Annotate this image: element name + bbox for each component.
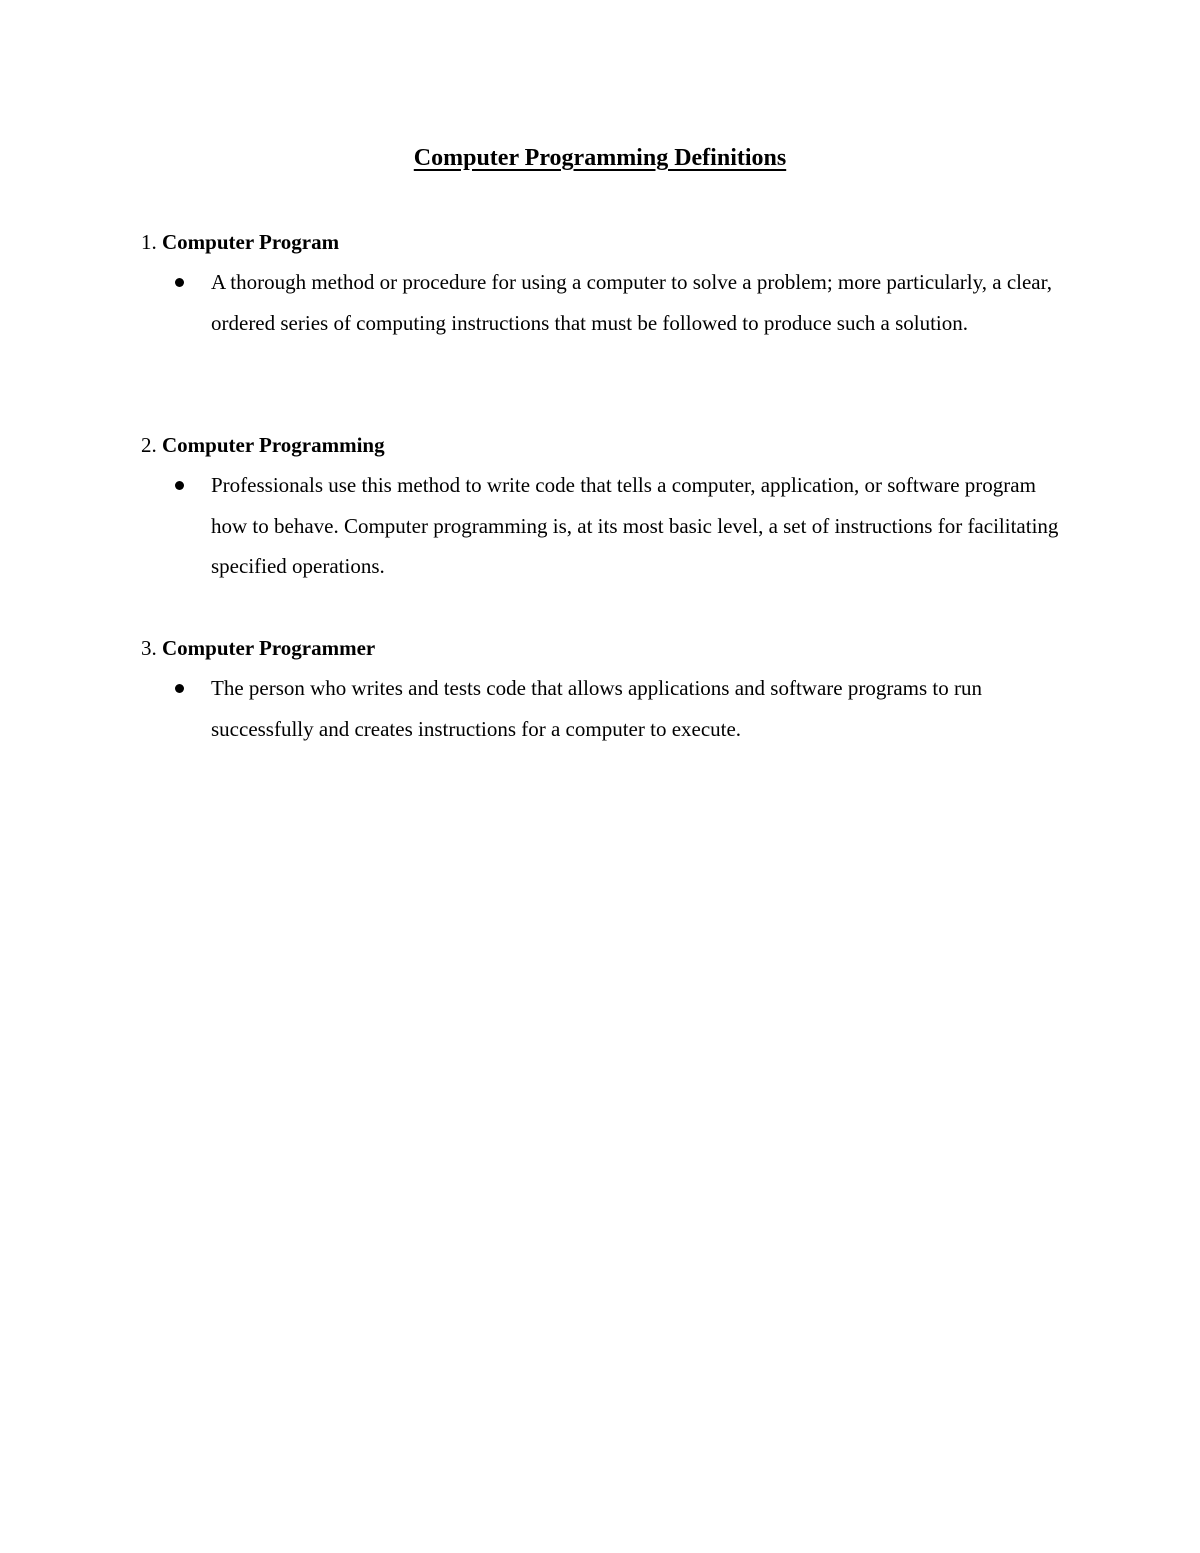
section-heading	[141, 628, 1071, 668]
section-heading	[141, 425, 1071, 465]
section-number: 2.	[141, 433, 157, 457]
document-title: Computer Programming Definitions	[413, 145, 787, 171]
section-term: Computer Programmer	[162, 636, 376, 660]
section-term: Computer Programming	[162, 433, 385, 457]
section-number: 1.	[141, 230, 157, 254]
definition-text: Professionals use this method to write code that tells a computer, application, or software program how to behave. Computer programming is, at its most basic level, a set of instructions for facilitating specified operations.	[211, 473, 1059, 578]
section-heading	[141, 222, 1071, 262]
bullet-icon	[175, 278, 184, 287]
definition-text: The person who writes and tests code that allows applications and software programs to run successfully and creates instructions for a computer to execute.	[211, 676, 982, 741]
bullet-icon	[175, 481, 184, 490]
definition-text: A thorough method or procedure for using a computer to solve a problem; more particularly, a clear, ordered series of computing instructions that must be followed to produce such a solution.	[211, 270, 1053, 335]
definition-bullet	[141, 262, 1071, 343]
definition-section-computer-programming	[141, 425, 1071, 587]
definition-bullet	[141, 668, 1071, 749]
bullet-icon	[175, 684, 184, 693]
definition-bullet	[141, 465, 1071, 587]
section-number: 3.	[141, 636, 157, 660]
section-term: Computer Program	[162, 230, 340, 254]
definition-section-computer-programmer	[141, 628, 1071, 749]
definition-section-computer-program	[141, 222, 1071, 343]
